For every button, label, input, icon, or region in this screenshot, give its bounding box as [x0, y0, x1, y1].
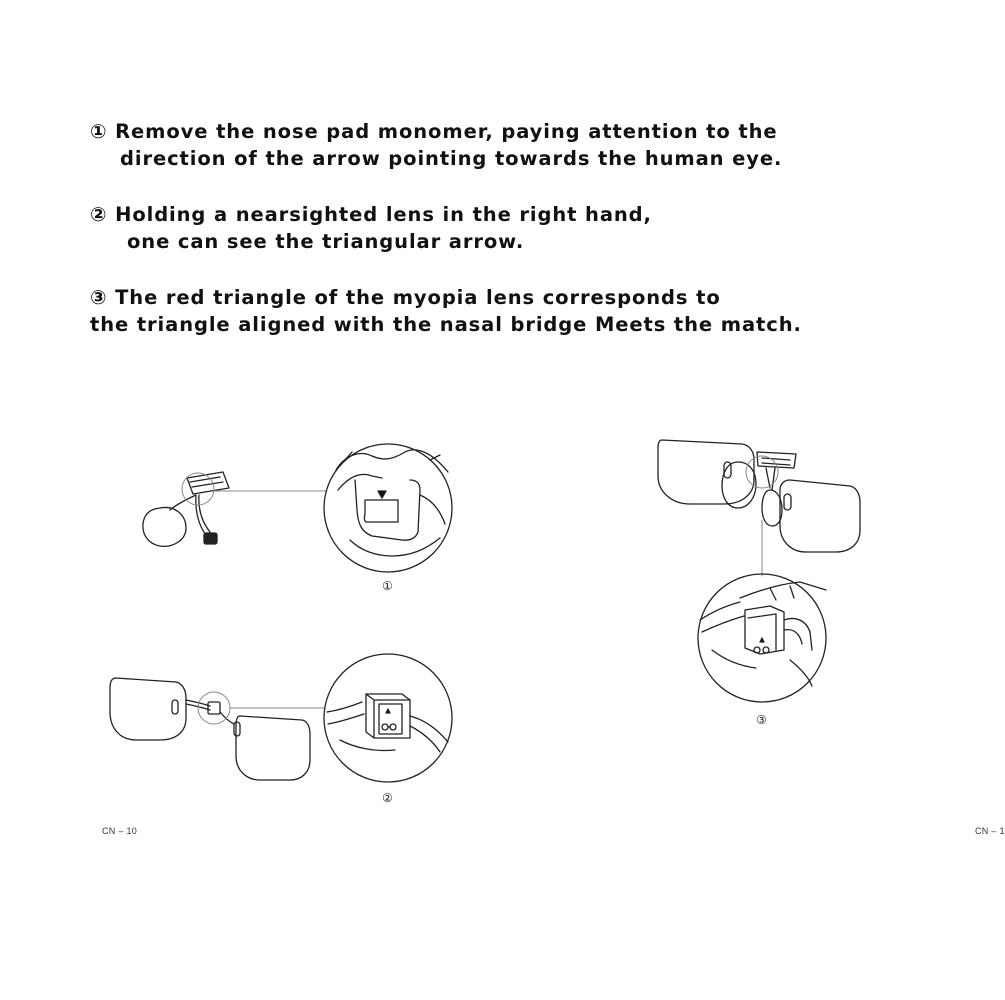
figure-1-nose-pad-illustration	[143, 472, 327, 546]
step-1-line-2: direction of the arrow pointing towards the human eye.	[120, 147, 783, 170]
step-3-line-1: ③ The red triangle of the myopia lens corresponds to	[90, 286, 721, 309]
step-2-line-1: ② Holding a nearsighted lens in the right hand,	[90, 203, 652, 226]
step-1-line-1: ① Remove the nose pad monomer, paying attention to the	[90, 120, 778, 143]
figure-3-label: ③	[756, 713, 767, 727]
figure-3-zoom-circle	[698, 574, 826, 702]
step-2-line-2: one can see the triangular arrow.	[127, 230, 525, 253]
page-number-right: CN – 1	[975, 826, 1005, 836]
step-3-line-2: the triangle aligned with the nasal bridge Meets the match.	[90, 313, 802, 336]
figure-2-zoom-circle	[324, 654, 452, 782]
figure-1-zoom-circle	[324, 444, 452, 572]
figure-1-label: ①	[382, 579, 393, 593]
figure-2-lens-illustration	[110, 678, 324, 780]
figure-2-label: ②	[382, 791, 393, 805]
page-number-left: CN – 10	[102, 826, 138, 836]
figure-3-assembled-illustration	[658, 440, 860, 576]
